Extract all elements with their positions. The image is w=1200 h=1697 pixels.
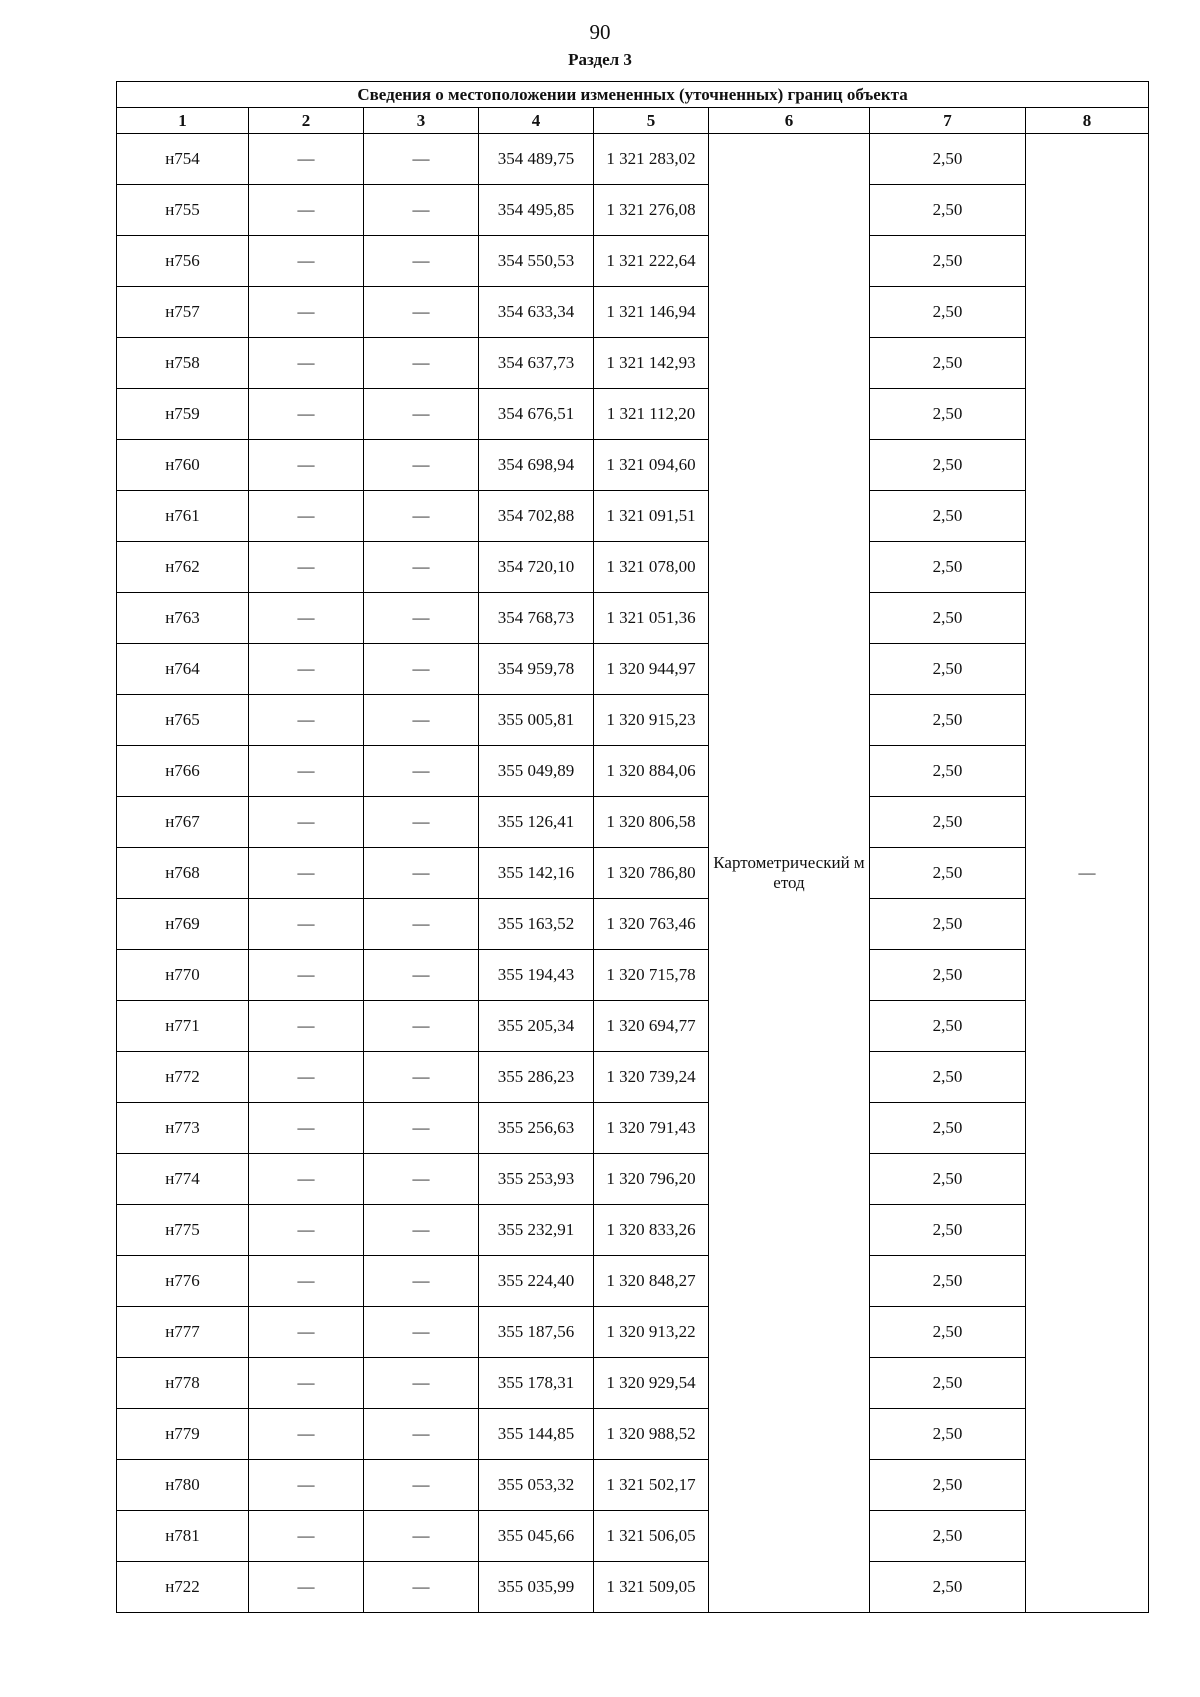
col2-cell: — <box>249 287 364 338</box>
col2-cell: — <box>249 1001 364 1052</box>
col3-cell: — <box>364 797 479 848</box>
x-coordinate-cell: 355 286,23 <box>479 1052 594 1103</box>
point-cell: н754 <box>117 134 249 185</box>
col2-cell: — <box>249 1409 364 1460</box>
accuracy-cell: 2,50 <box>870 1103 1026 1154</box>
col2-cell: — <box>249 1562 364 1613</box>
col2-cell: — <box>249 440 364 491</box>
x-coordinate-cell: 355 045,66 <box>479 1511 594 1562</box>
y-coordinate-cell: 1 321 094,60 <box>594 440 709 491</box>
col2-cell: — <box>249 1256 364 1307</box>
y-coordinate-cell: 1 321 502,17 <box>594 1460 709 1511</box>
col3-cell: — <box>364 950 479 1001</box>
point-cell: н769 <box>117 899 249 950</box>
accuracy-cell: 2,50 <box>870 899 1026 950</box>
y-coordinate-cell: 1 321 506,05 <box>594 1511 709 1562</box>
col3-cell: — <box>364 236 479 287</box>
table-row <box>117 1256 1149 1307</box>
y-coordinate-cell: 1 320 739,24 <box>594 1052 709 1103</box>
x-coordinate-cell: 355 053,32 <box>479 1460 594 1511</box>
col3-cell: — <box>364 1511 479 1562</box>
table-row <box>117 695 1149 746</box>
col3-cell: — <box>364 185 479 236</box>
accuracy-cell: 2,50 <box>870 797 1026 848</box>
x-coordinate-cell: 355 253,93 <box>479 1154 594 1205</box>
x-coordinate-cell: 355 205,34 <box>479 1001 594 1052</box>
col2-cell: — <box>249 236 364 287</box>
table-title: Сведения о местоположении измененных (уточненных) границ объекта <box>117 82 1149 108</box>
accuracy-cell: 2,50 <box>870 491 1026 542</box>
col3-cell: — <box>364 644 479 695</box>
accuracy-cell: 2,50 <box>870 1052 1026 1103</box>
col2-cell: — <box>249 644 364 695</box>
accuracy-cell: 2,50 <box>870 1001 1026 1052</box>
col2-cell: — <box>249 848 364 899</box>
table-row <box>117 1307 1149 1358</box>
point-cell: н764 <box>117 644 249 695</box>
x-coordinate-cell: 355 005,81 <box>479 695 594 746</box>
point-cell: н758 <box>117 338 249 389</box>
x-coordinate-cell: 354 550,53 <box>479 236 594 287</box>
x-coordinate-cell: 355 187,56 <box>479 1307 594 1358</box>
x-coordinate-cell: 354 633,34 <box>479 287 594 338</box>
y-coordinate-cell: 1 321 142,93 <box>594 338 709 389</box>
y-coordinate-cell: 1 321 222,64 <box>594 236 709 287</box>
x-coordinate-cell: 354 489,75 <box>479 134 594 185</box>
point-cell: н757 <box>117 287 249 338</box>
accuracy-cell: 2,50 <box>870 134 1026 185</box>
y-coordinate-cell: 1 320 929,54 <box>594 1358 709 1409</box>
table-row <box>117 1205 1149 1256</box>
col3-cell: — <box>364 389 479 440</box>
x-coordinate-cell: 355 163,52 <box>479 899 594 950</box>
accuracy-cell: 2,50 <box>870 746 1026 797</box>
accuracy-cell: 2,50 <box>870 1460 1026 1511</box>
col2-cell: — <box>249 1511 364 1562</box>
col3-cell: — <box>364 746 479 797</box>
boundary-table <box>116 81 1149 1613</box>
col2-cell: — <box>249 389 364 440</box>
point-cell: н778 <box>117 1358 249 1409</box>
col3-cell: — <box>364 134 479 185</box>
col3-cell: — <box>364 593 479 644</box>
column-header-3: 3 <box>364 108 479 134</box>
y-coordinate-cell: 1 320 694,77 <box>594 1001 709 1052</box>
accuracy-cell: 2,50 <box>870 1409 1026 1460</box>
col2-cell: — <box>249 593 364 644</box>
accuracy-cell: 2,50 <box>870 593 1026 644</box>
x-coordinate-cell: 355 142,16 <box>479 848 594 899</box>
x-coordinate-cell: 354 495,85 <box>479 185 594 236</box>
table-row <box>117 1562 1149 1613</box>
point-cell: н767 <box>117 797 249 848</box>
column-header-4: 4 <box>479 108 594 134</box>
point-cell: н773 <box>117 1103 249 1154</box>
col2-cell: — <box>249 491 364 542</box>
accuracy-cell: 2,50 <box>870 695 1026 746</box>
col3-cell: — <box>364 1358 479 1409</box>
point-cell: н762 <box>117 542 249 593</box>
col2-cell: — <box>249 1307 364 1358</box>
col3-cell: — <box>364 491 479 542</box>
table-row <box>117 491 1149 542</box>
point-cell: н763 <box>117 593 249 644</box>
column-header-2: 2 <box>249 108 364 134</box>
accuracy-cell: 2,50 <box>870 1307 1026 1358</box>
col2-cell: — <box>249 542 364 593</box>
accuracy-cell: 2,50 <box>870 389 1026 440</box>
col2-cell: — <box>249 185 364 236</box>
y-coordinate-cell: 1 320 763,46 <box>594 899 709 950</box>
col2-cell: — <box>249 1205 364 1256</box>
y-coordinate-cell: 1 321 276,08 <box>594 185 709 236</box>
col3-cell: — <box>364 695 479 746</box>
col2-cell: — <box>249 746 364 797</box>
col3-cell: — <box>364 1103 479 1154</box>
y-coordinate-cell: 1 321 509,05 <box>594 1562 709 1613</box>
col2-cell: — <box>249 695 364 746</box>
col3-cell: — <box>364 1460 479 1511</box>
table-row <box>117 236 1149 287</box>
x-coordinate-cell: 355 194,43 <box>479 950 594 1001</box>
x-coordinate-cell: 355 035,99 <box>479 1562 594 1613</box>
table-row <box>117 1103 1149 1154</box>
table-row <box>117 848 1149 899</box>
accuracy-cell: 2,50 <box>870 848 1026 899</box>
section-title: Раздел 3 <box>568 50 632 69</box>
point-cell: н755 <box>117 185 249 236</box>
accuracy-cell: 2,50 <box>870 542 1026 593</box>
accuracy-cell: 2,50 <box>870 338 1026 389</box>
table-row <box>117 746 1149 797</box>
point-cell: н760 <box>117 440 249 491</box>
column-header-7: 7 <box>870 108 1026 134</box>
x-coordinate-cell: 354 702,88 <box>479 491 594 542</box>
col2-cell: — <box>249 797 364 848</box>
x-coordinate-cell: 355 144,85 <box>479 1409 594 1460</box>
table-row <box>117 338 1149 389</box>
x-coordinate-cell: 354 768,73 <box>479 593 594 644</box>
accuracy-cell: 2,50 <box>870 644 1026 695</box>
col3-cell: — <box>364 1154 479 1205</box>
y-coordinate-cell: 1 321 051,36 <box>594 593 709 644</box>
col3-cell: — <box>364 1052 479 1103</box>
col2-cell: — <box>249 134 364 185</box>
x-coordinate-cell: 355 232,91 <box>479 1205 594 1256</box>
col3-cell: — <box>364 440 479 491</box>
table-row <box>117 593 1149 644</box>
col3-cell: — <box>364 1256 479 1307</box>
point-cell: н765 <box>117 695 249 746</box>
point-cell: н756 <box>117 236 249 287</box>
y-coordinate-cell: 1 320 833,26 <box>594 1205 709 1256</box>
point-cell: н777 <box>117 1307 249 1358</box>
x-coordinate-cell: 355 049,89 <box>479 746 594 797</box>
col2-cell: — <box>249 338 364 389</box>
point-cell: н771 <box>117 1001 249 1052</box>
x-coordinate-cell: 354 959,78 <box>479 644 594 695</box>
accuracy-cell: 2,50 <box>870 1154 1026 1205</box>
point-cell: н768 <box>117 848 249 899</box>
point-cell: н774 <box>117 1154 249 1205</box>
column-header-8: 8 <box>1026 108 1149 134</box>
table-row <box>117 950 1149 1001</box>
x-coordinate-cell: 354 698,94 <box>479 440 594 491</box>
accuracy-cell: 2,50 <box>870 236 1026 287</box>
y-coordinate-cell: 1 321 078,00 <box>594 542 709 593</box>
column-header-1: 1 <box>117 108 249 134</box>
col8-cell: — <box>1026 134 1149 1613</box>
y-coordinate-cell: 1 321 112,20 <box>594 389 709 440</box>
table-row <box>117 644 1149 695</box>
point-cell: н759 <box>117 389 249 440</box>
table-row <box>117 899 1149 950</box>
column-header-6: 6 <box>709 108 870 134</box>
point-cell: н722 <box>117 1562 249 1613</box>
accuracy-cell: 2,50 <box>870 185 1026 236</box>
col3-cell: — <box>364 1307 479 1358</box>
col3-cell: — <box>364 287 479 338</box>
y-coordinate-cell: 1 320 791,43 <box>594 1103 709 1154</box>
point-cell: н761 <box>117 491 249 542</box>
col3-cell: — <box>364 1205 479 1256</box>
table-row <box>117 1052 1149 1103</box>
y-coordinate-cell: 1 321 283,02 <box>594 134 709 185</box>
y-coordinate-cell: 1 321 146,94 <box>594 287 709 338</box>
point-cell: н781 <box>117 1511 249 1562</box>
y-coordinate-cell: 1 321 091,51 <box>594 491 709 542</box>
x-coordinate-cell: 355 256,63 <box>479 1103 594 1154</box>
point-cell: н780 <box>117 1460 249 1511</box>
x-coordinate-cell: 354 676,51 <box>479 389 594 440</box>
table-row <box>117 1358 1149 1409</box>
col3-cell: — <box>364 848 479 899</box>
y-coordinate-cell: 1 320 915,23 <box>594 695 709 746</box>
col2-cell: — <box>249 1358 364 1409</box>
col2-cell: — <box>249 1154 364 1205</box>
col3-cell: — <box>364 1409 479 1460</box>
table-row <box>117 1511 1149 1562</box>
point-cell: н775 <box>117 1205 249 1256</box>
table-row <box>117 797 1149 848</box>
accuracy-cell: 2,50 <box>870 1562 1026 1613</box>
x-coordinate-cell: 355 178,31 <box>479 1358 594 1409</box>
table-row <box>117 440 1149 491</box>
col3-cell: — <box>364 542 479 593</box>
y-coordinate-cell: 1 320 796,20 <box>594 1154 709 1205</box>
point-cell: н772 <box>117 1052 249 1103</box>
col2-cell: — <box>249 1460 364 1511</box>
table-row <box>117 1001 1149 1052</box>
accuracy-cell: 2,50 <box>870 1358 1026 1409</box>
method-cell: Картометрический метод <box>709 134 870 1613</box>
col2-cell: — <box>249 899 364 950</box>
x-coordinate-cell: 355 224,40 <box>479 1256 594 1307</box>
table-row <box>117 1154 1149 1205</box>
y-coordinate-cell: 1 320 988,52 <box>594 1409 709 1460</box>
accuracy-cell: 2,50 <box>870 950 1026 1001</box>
accuracy-cell: 2,50 <box>870 1511 1026 1562</box>
y-coordinate-cell: 1 320 848,27 <box>594 1256 709 1307</box>
y-coordinate-cell: 1 320 913,22 <box>594 1307 709 1358</box>
table-row <box>117 287 1149 338</box>
x-coordinate-cell: 355 126,41 <box>479 797 594 848</box>
col3-cell: — <box>364 1562 479 1613</box>
col2-cell: — <box>249 1052 364 1103</box>
y-coordinate-cell: 1 320 806,58 <box>594 797 709 848</box>
point-cell: н770 <box>117 950 249 1001</box>
table-row <box>117 389 1149 440</box>
x-coordinate-cell: 354 637,73 <box>479 338 594 389</box>
col2-cell: — <box>249 950 364 1001</box>
x-coordinate-cell: 354 720,10 <box>479 542 594 593</box>
point-cell: н776 <box>117 1256 249 1307</box>
table-row <box>117 542 1149 593</box>
point-cell: н766 <box>117 746 249 797</box>
col3-cell: — <box>364 338 479 389</box>
table-row <box>117 1460 1149 1511</box>
y-coordinate-cell: 1 320 786,80 <box>594 848 709 899</box>
accuracy-cell: 2,50 <box>870 1256 1026 1307</box>
col3-cell: — <box>364 1001 479 1052</box>
page-number: 90 <box>589 20 611 44</box>
table-row <box>117 185 1149 236</box>
y-coordinate-cell: 1 320 884,06 <box>594 746 709 797</box>
col3-cell: — <box>364 899 479 950</box>
col2-cell: — <box>249 1103 364 1154</box>
y-coordinate-cell: 1 320 715,78 <box>594 950 709 1001</box>
table-row <box>117 134 1149 185</box>
y-coordinate-cell: 1 320 944,97 <box>594 644 709 695</box>
point-cell: н779 <box>117 1409 249 1460</box>
accuracy-cell: 2,50 <box>870 287 1026 338</box>
accuracy-cell: 2,50 <box>870 440 1026 491</box>
accuracy-cell: 2,50 <box>870 1205 1026 1256</box>
column-header-5: 5 <box>594 108 709 134</box>
table-row <box>117 1409 1149 1460</box>
